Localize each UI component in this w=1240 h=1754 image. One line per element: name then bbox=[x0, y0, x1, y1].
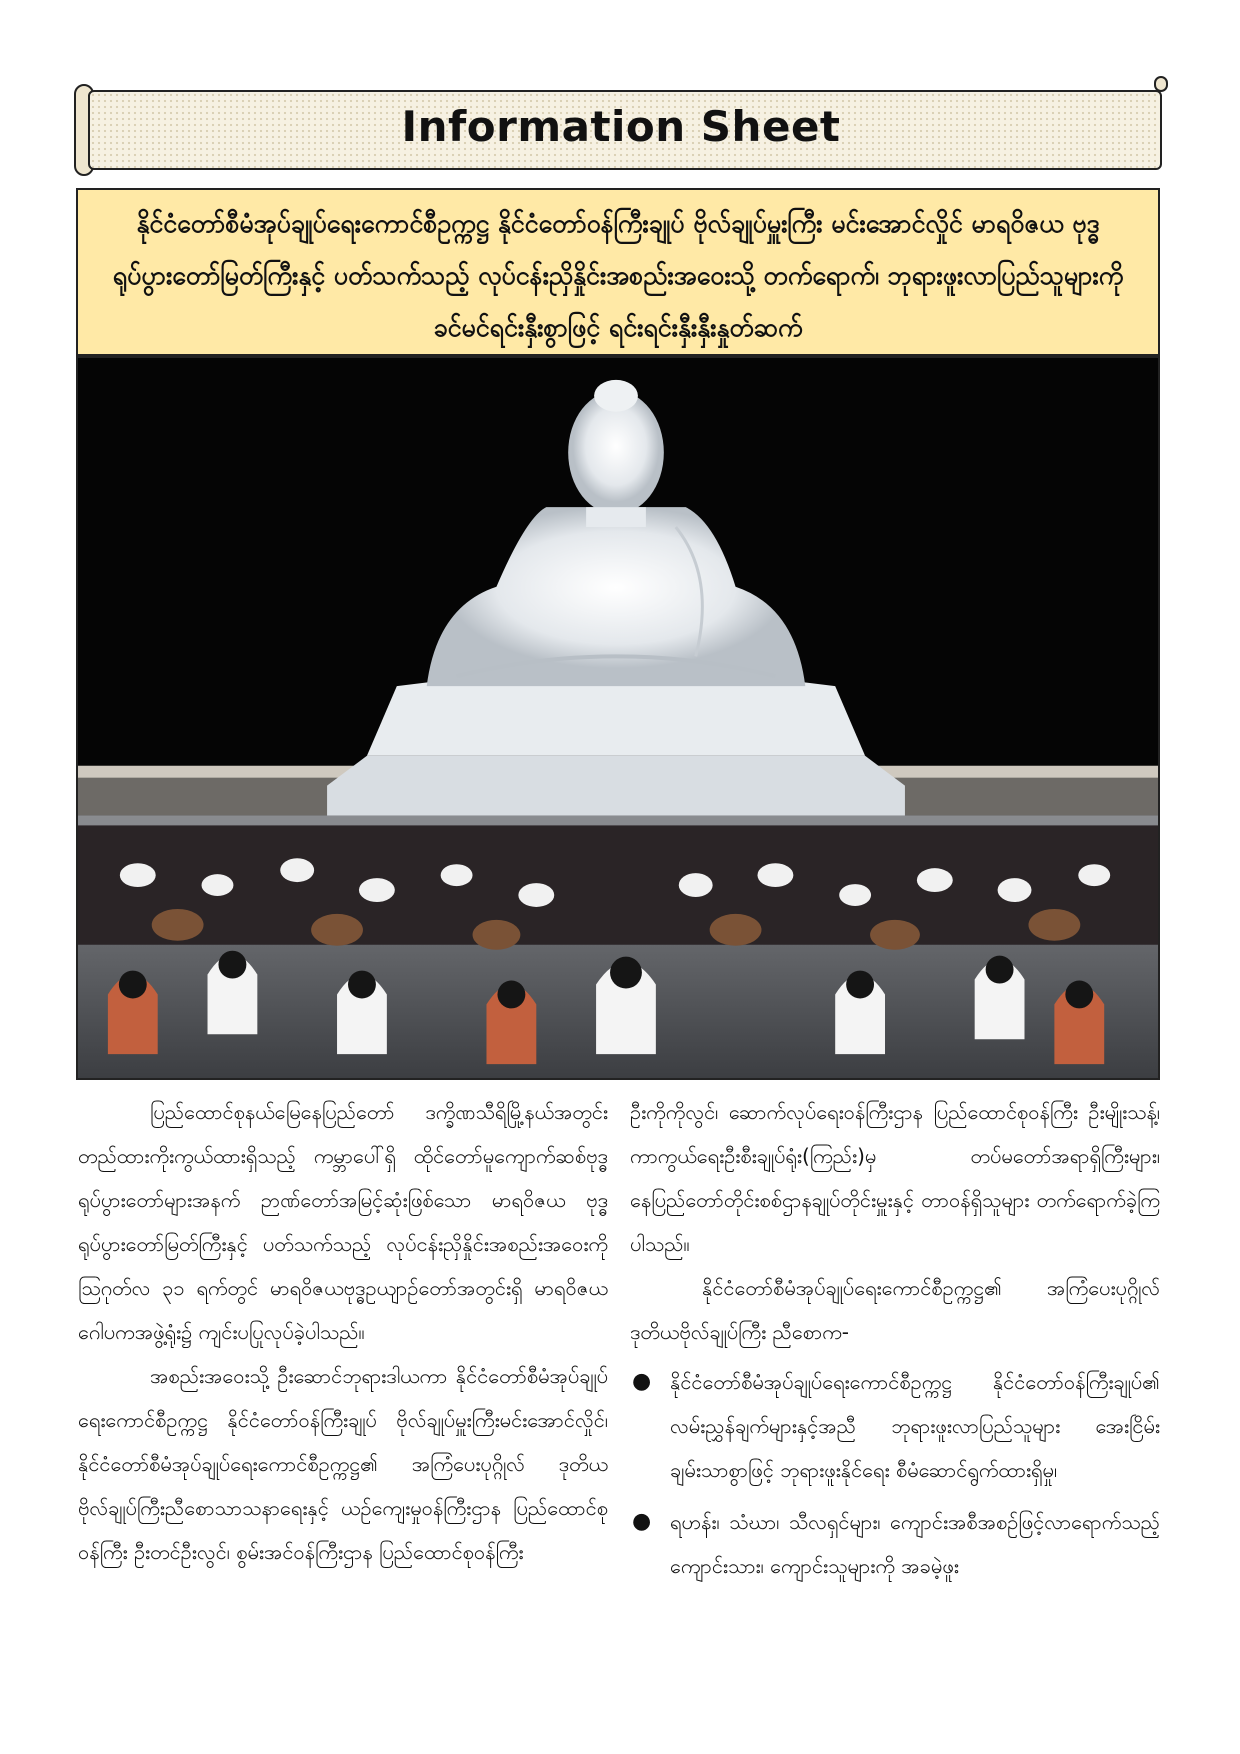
bullet-icon: ● bbox=[632, 1369, 652, 1394]
body-column-right bbox=[630, 1090, 1160, 1740]
crowd bbox=[78, 825, 1158, 1064]
headline-text: နိုင်ငံတော်စီမံအုပ်ချုပ်ရေးကောင်စီဥက္ကဋ္ဌ နိုင်ငံတော်ဝန်ကြီးချုပ် ဗိုလ်ချုပ်မှူးကြီး မင်းအောင်လှိုင် မာရဝိဇယ ဗုဒ္ဓရုပ်ပွားတော်မြတ်ကြီးနှင့် ပတ်သက်သည့် လုပ်ငန်းညှိနှိုင်းအစည်းအဝေးသို့ တက်ရောက်၊ ဘုရားဖူးလာပြည်သူများကို ခင်မင်ရင်းနှီးစွာဖြင့် ရင်းရင်းနှီးနှီးနှုတ်ဆက် bbox=[112, 209, 1124, 342]
body-paragraph: အစည်းအဝေးသို့ ဦးဆောင်ဘုရားဒါယကာ နိုင်ငံတော်စီမံအုပ်ချုပ်ရေးကောင်စီဥက္ကဋ္ဌ နိုင်ငံတော်ဝန်ကြီးချုပ် ဗိုလ်ချုပ်မှူးကြီးမင်းအောင်လှိုင်၊ နိုင်ငံတော်စီမံအုပ်ချုပ်ရေးကောင်စီဥက္ကဋ္ဌ၏ အကြံပေးပုဂ္ဂိုလ် ဒုတိယဗိုလ်ချုပ်ကြီးညီစောသာသနာရေးနှင့် ယဉ်ကျေးမှုဝန်ကြီးဌာန ပြည်ထောင်စုဝန်ကြီး ဦးတင်ဦးလွင်၊ စွမ်းအင်ဝန်ကြီးဌာန ပြည်ထောင်စုဝန်ကြီး bbox=[78, 1364, 608, 1564]
pedestal bbox=[327, 756, 905, 826]
body-column-left bbox=[78, 1090, 608, 1740]
body-paragraph: နိုင်ငံတော်စီမံအုပ်ချုပ်ရေးကောင်စီဥက္ကဋ္ဌ၏ အကြံပေးပုဂ္ဂိုလ် ဒုတိယဗိုလ်ချုပ်ကြီး ညီစောက- bbox=[630, 1276, 1160, 1344]
page-title: Information Sheet bbox=[401, 102, 841, 151]
title-banner bbox=[74, 84, 1168, 176]
photo-illustration bbox=[78, 358, 1158, 1078]
buddha-statue-photo bbox=[76, 356, 1160, 1080]
body-paragraph-continued: ဦးကိုကိုလွင်၊ ဆောက်လုပ်ရေးဝန်ကြီးဌာန ပြည်ထောင်စုဝန်ကြီး ဦးမျိုးသန့်၊ ကာကွယ်ရေးဦးစီးချုပ်ရုံး(ကြည်း)မှ တပ်မတော်အရာရှိကြီးများ၊ နေပြည်တော်တိုင်းစစ်ဌာနချုပ်တိုင်းမှူးနှင့် တာဝန်ရှိသူများ တက်ရောက်ခဲ့ကြပါသည်။ bbox=[630, 1100, 1160, 1256]
bullet-icon: ● bbox=[632, 1509, 652, 1534]
bullet-list bbox=[630, 1360, 1160, 1588]
bullet-text: ရဟန်း၊ သံဃာ၊ သီလရှင်များ၊ ကျောင်းအစီအစဉ်ဖြင့်လာရောက်သည့် ကျောင်းသား၊ ကျောင်းသူများကို အခမဲ့ဖူး bbox=[670, 1510, 1160, 1578]
bullet-item bbox=[630, 1360, 1160, 1492]
body-paragraph: ပြည်ထောင်စုနယ်မြေနေပြည်တော် ဒက္ခိဏသီရိမြို့နယ်အတွင်း တည်ထားကိုးကွယ်ထားရှိသည့် ကမ္ဘာပေါ်ရှိ ထိုင်တော်မူကျောက်ဆစ်ဗုဒ္ဓရုပ်ပွားတော်များအနက် ဉာဏ်တော်အမြင့်ဆုံးဖြစ်သော မာရဝိဇယ ဗုဒ္ဓရုပ်ပွားတော်မြတ်ကြီးနှင့် ပတ်သက်သည့် လုပ်ငန်းညှိနှိုင်းအစည်းအဝေးကို ဩဂုတ်လ ၃၁ ရက်တွင် မာရဝိဇယဗုဒ္ဓဥယျာဉ်တော်အတွင်းရှိ မာရဝိဇယ ဂေါပကအဖွဲ့ရုံး၌ ကျင်းပပြုလုပ်ခဲ့ပါသည်။ bbox=[78, 1100, 608, 1344]
bullet-item bbox=[630, 1500, 1160, 1588]
headline-box bbox=[76, 188, 1160, 356]
bullet-text: နိုင်ငံတော်စီမံအုပ်ချုပ်ရေးကောင်စီဥက္ကဋ္ဌ နိုင်ငံတော်ဝန်ကြီးချုပ်၏ လမ်းညွှန်ချက်များနှင့်အညီ ဘုရားဖူးလာပြည်သူများ အေးငြိမ်းချမ်းသာစွာဖြင့် ဘုရားဖူးနိုင်ရေး စီမံဆောင်ရွက်ထားရှိမှု၊ bbox=[670, 1370, 1160, 1482]
